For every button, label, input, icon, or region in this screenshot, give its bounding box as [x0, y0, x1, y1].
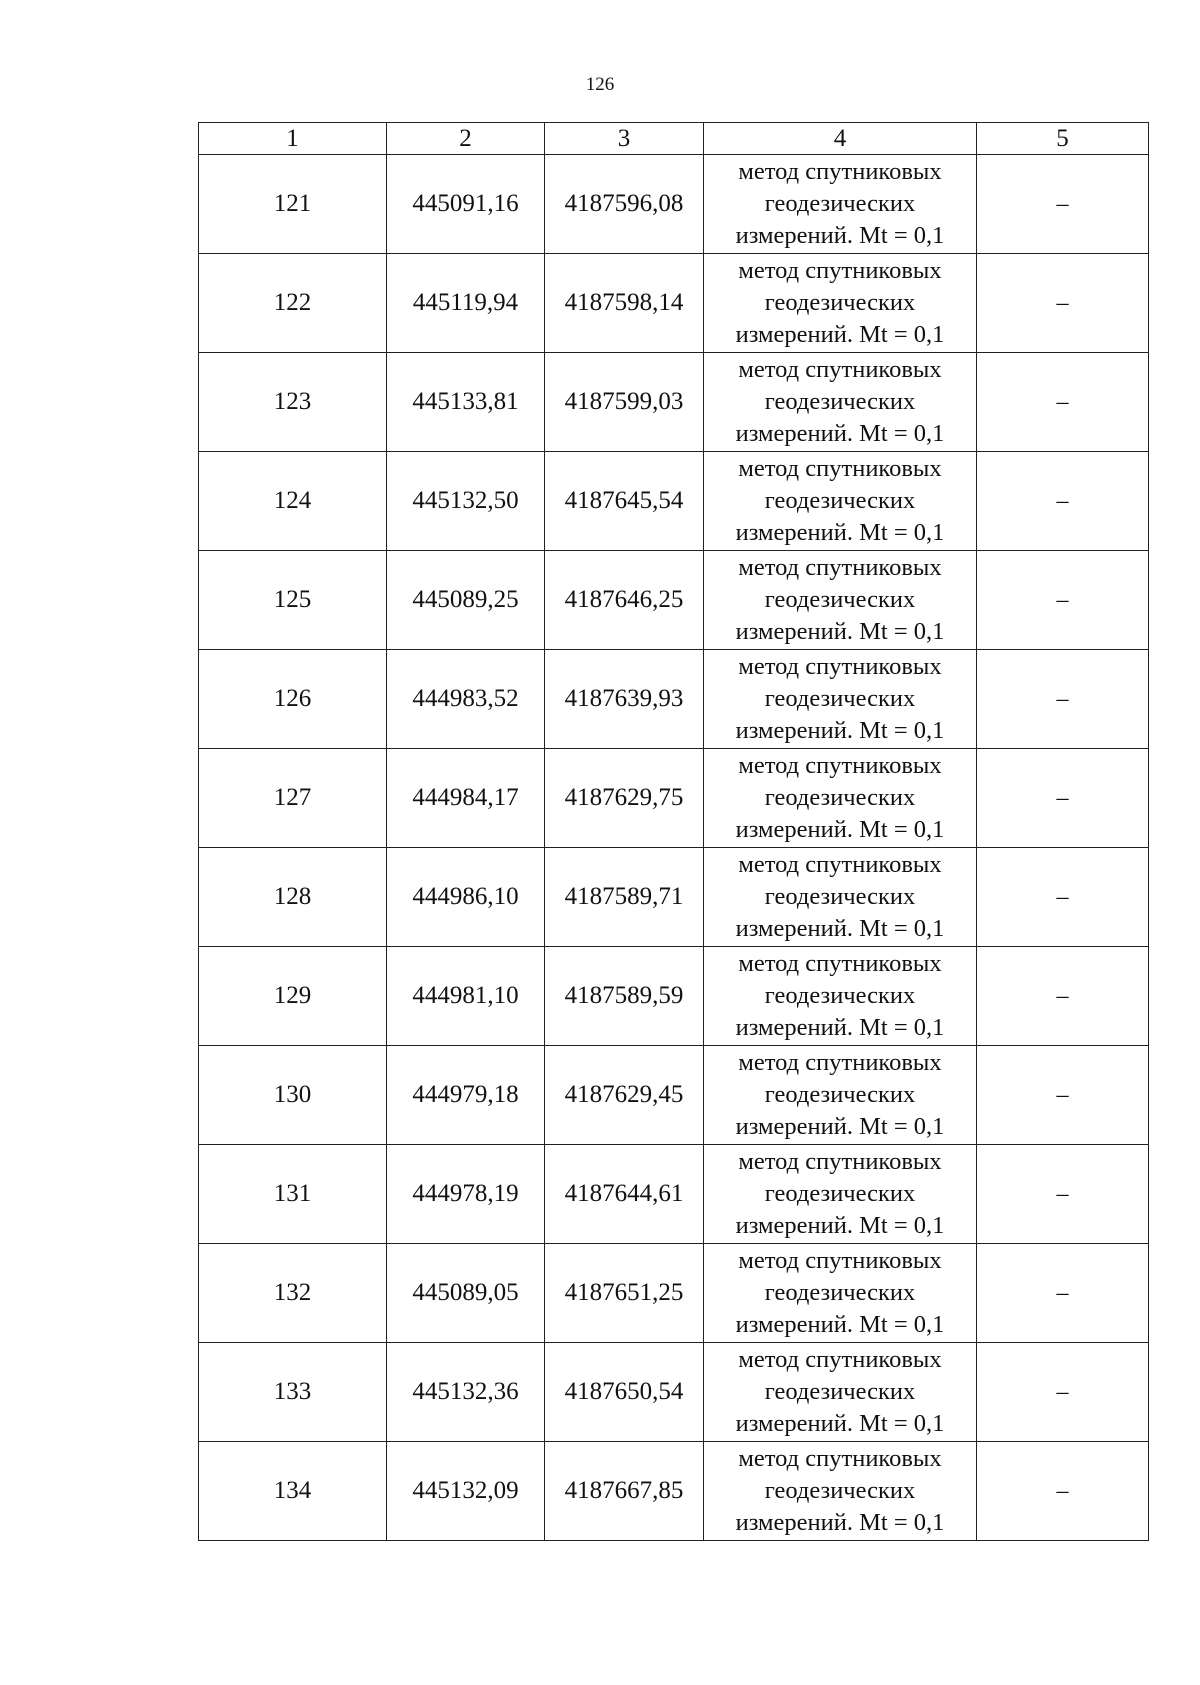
method-line-2: геодезических	[764, 685, 916, 712]
point-number-cell: 127	[199, 749, 387, 848]
table-row	[199, 848, 1149, 947]
method-line-2: геодезических	[764, 1081, 916, 1108]
method-cell	[704, 848, 977, 947]
point-number-cell: 126	[199, 650, 387, 749]
method-cell	[704, 650, 977, 749]
point-number-cell: 132	[199, 1244, 387, 1343]
method-line-2: геодезических	[764, 289, 916, 316]
note-cell: –	[977, 1442, 1149, 1541]
x-coordinate-cell: 445119,94	[387, 254, 545, 353]
note-cell: –	[977, 1145, 1149, 1244]
point-number-cell: 131	[199, 1145, 387, 1244]
method-line-2: геодезических	[764, 487, 916, 514]
method-cell	[704, 947, 977, 1046]
table-row	[199, 1343, 1149, 1442]
method-line-1: метод спутниковых	[738, 1148, 942, 1175]
method-cell	[704, 1046, 977, 1145]
table-row	[199, 1046, 1149, 1145]
note-cell: –	[977, 1244, 1149, 1343]
method-cell	[704, 452, 977, 551]
method-line-2: геодезических	[764, 1279, 916, 1306]
method-line-3: измерений. Mt = 0,1	[735, 1311, 945, 1338]
table-body	[199, 155, 1149, 1541]
method-line-2: геодезических	[764, 1477, 916, 1504]
method-cell	[704, 254, 977, 353]
note-cell: –	[977, 254, 1149, 353]
note-cell: –	[977, 452, 1149, 551]
point-number-cell: 124	[199, 452, 387, 551]
column-header-2: 2	[387, 123, 545, 155]
y-coordinate-cell: 4187646,25	[545, 551, 704, 650]
method-line-1: метод спутниковых	[738, 1346, 942, 1373]
x-coordinate-cell: 445132,09	[387, 1442, 545, 1541]
point-number-cell: 130	[199, 1046, 387, 1145]
method-line-3: измерений. Mt = 0,1	[735, 519, 945, 546]
method-line-3: измерений. Mt = 0,1	[735, 618, 945, 645]
point-number-cell: 134	[199, 1442, 387, 1541]
method-line-2: геодезических	[764, 388, 916, 415]
note-cell: –	[977, 353, 1149, 452]
point-number-cell: 123	[199, 353, 387, 452]
column-header-1: 1	[199, 123, 387, 155]
x-coordinate-cell: 445089,25	[387, 551, 545, 650]
x-coordinate-cell: 444978,19	[387, 1145, 545, 1244]
method-line-1: метод спутниковых	[738, 554, 942, 581]
method-line-2: геодезических	[764, 1378, 916, 1405]
point-number-cell: 128	[199, 848, 387, 947]
table-row	[199, 650, 1149, 749]
table-row	[199, 452, 1149, 551]
column-header-3: 3	[545, 123, 704, 155]
table-row	[199, 551, 1149, 650]
x-coordinate-cell: 444979,18	[387, 1046, 545, 1145]
method-line-2: геодезических	[764, 982, 916, 1009]
y-coordinate-cell: 4187651,25	[545, 1244, 704, 1343]
y-coordinate-cell: 4187589,59	[545, 947, 704, 1046]
method-line-2: геодезических	[764, 190, 916, 217]
x-coordinate-cell: 445091,16	[387, 155, 545, 254]
note-cell: –	[977, 947, 1149, 1046]
method-cell	[704, 551, 977, 650]
method-line-2: геодезических	[764, 883, 916, 910]
method-line-1: метод спутниковых	[738, 1445, 942, 1472]
y-coordinate-cell: 4187596,08	[545, 155, 704, 254]
y-coordinate-cell: 4187650,54	[545, 1343, 704, 1442]
method-line-3: измерений. Mt = 0,1	[735, 816, 945, 843]
method-line-3: измерений. Mt = 0,1	[735, 1509, 945, 1536]
y-coordinate-cell: 4187599,03	[545, 353, 704, 452]
method-line-3: измерений. Mt = 0,1	[735, 1113, 945, 1140]
table-row	[199, 1244, 1149, 1343]
method-line-1: метод спутниковых	[738, 851, 942, 878]
x-coordinate-cell: 444981,10	[387, 947, 545, 1046]
method-line-1: метод спутниковых	[738, 752, 942, 779]
x-coordinate-cell: 444983,52	[387, 650, 545, 749]
table-row	[199, 353, 1149, 452]
method-line-2: геодезических	[764, 1180, 916, 1207]
method-line-1: метод спутниковых	[738, 455, 942, 482]
method-line-3: измерений. Mt = 0,1	[735, 1212, 945, 1239]
method-cell	[704, 155, 977, 254]
point-number-cell: 129	[199, 947, 387, 1046]
x-coordinate-cell: 445132,36	[387, 1343, 545, 1442]
note-cell: –	[977, 551, 1149, 650]
x-coordinate-cell: 445132,50	[387, 452, 545, 551]
method-line-3: измерений. Mt = 0,1	[735, 420, 945, 447]
method-line-3: измерений. Mt = 0,1	[735, 717, 945, 744]
method-cell	[704, 1343, 977, 1442]
table-row	[199, 155, 1149, 254]
note-cell: –	[977, 749, 1149, 848]
point-number-cell: 125	[199, 551, 387, 650]
note-cell: –	[977, 650, 1149, 749]
coordinates-table	[198, 122, 1149, 1541]
method-line-3: измерений. Mt = 0,1	[735, 1014, 945, 1041]
method-line-1: метод спутниковых	[738, 1247, 942, 1274]
column-header-4: 4	[704, 123, 977, 155]
method-cell	[704, 749, 977, 848]
note-cell: –	[977, 155, 1149, 254]
y-coordinate-cell: 4187667,85	[545, 1442, 704, 1541]
column-header-5: 5	[977, 123, 1149, 155]
y-coordinate-cell: 4187645,54	[545, 452, 704, 551]
y-coordinate-cell: 4187598,14	[545, 254, 704, 353]
method-line-1: метод спутниковых	[738, 257, 942, 284]
y-coordinate-cell: 4187629,45	[545, 1046, 704, 1145]
method-cell	[704, 1442, 977, 1541]
method-line-3: измерений. Mt = 0,1	[735, 1410, 945, 1437]
method-cell	[704, 353, 977, 452]
method-line-3: измерений. Mt = 0,1	[735, 321, 945, 348]
y-coordinate-cell: 4187639,93	[545, 650, 704, 749]
method-line-1: метод спутниковых	[738, 356, 942, 383]
point-number-cell: 133	[199, 1343, 387, 1442]
method-cell	[704, 1244, 977, 1343]
point-number-cell: 121	[199, 155, 387, 254]
method-line-1: метод спутниковых	[738, 653, 942, 680]
method-line-3: измерений. Mt = 0,1	[735, 222, 945, 249]
method-line-2: геодезических	[764, 784, 916, 811]
method-line-2: геодезических	[764, 586, 916, 613]
x-coordinate-cell: 444984,17	[387, 749, 545, 848]
method-line-3: измерений. Mt = 0,1	[735, 915, 945, 942]
note-cell: –	[977, 1046, 1149, 1145]
y-coordinate-cell: 4187644,61	[545, 1145, 704, 1244]
method-line-1: метод спутниковых	[738, 1049, 942, 1076]
point-number-cell: 122	[199, 254, 387, 353]
page-number: 126	[585, 74, 615, 95]
x-coordinate-cell: 445089,05	[387, 1244, 545, 1343]
table-header-row	[199, 123, 1149, 155]
y-coordinate-cell: 4187589,71	[545, 848, 704, 947]
y-coordinate-cell: 4187629,75	[545, 749, 704, 848]
note-cell: –	[977, 1343, 1149, 1442]
x-coordinate-cell: 445133,81	[387, 353, 545, 452]
table-row	[199, 1145, 1149, 1244]
table-row	[199, 947, 1149, 1046]
method-line-1: метод спутниковых	[738, 950, 942, 977]
method-cell	[704, 1145, 977, 1244]
note-cell: –	[977, 848, 1149, 947]
table-row	[199, 749, 1149, 848]
x-coordinate-cell: 444986,10	[387, 848, 545, 947]
table-row	[199, 254, 1149, 353]
method-line-1: метод спутниковых	[738, 158, 942, 185]
table-row	[199, 1442, 1149, 1541]
